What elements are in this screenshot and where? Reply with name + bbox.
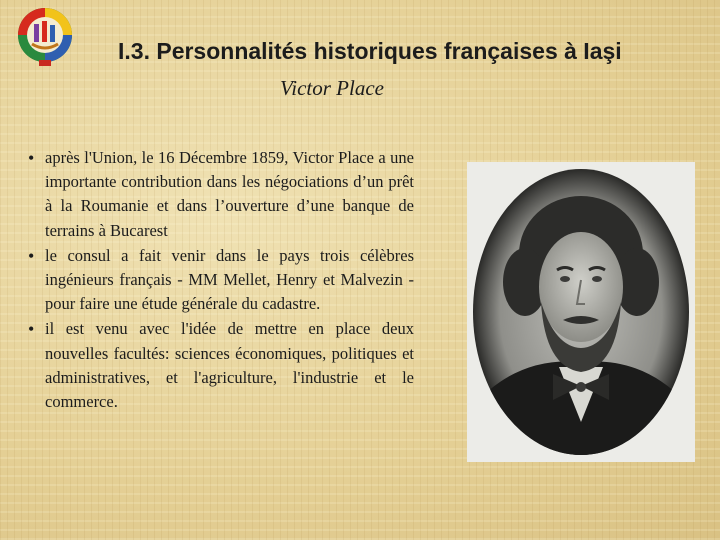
bullet-icon: • [28,148,35,168]
bullet-list [28,146,414,415]
bullet-text: après l'Union, le 16 Décembre 1859, Victor Place a une importante contribution dans les négociations d’un prêt à la Roumanie et dans l’ouverture d’une banque de terrains à Bucarest [45,148,414,240]
bullet-item [28,146,414,243]
emblem-logo [8,6,82,68]
bullet-text: il est venu avec l'idée de mettre en place deux nouvelles facultés: sciences économiques, politiques et administratives, et l'agriculture, l'industrie et le commerce. [45,319,414,412]
bullet-item [28,317,414,414]
page-subtitle: Victor Place [280,76,384,100]
portrait-photo [467,162,695,462]
page-title: I.3. Personnalités historiques françaises à Iaşi [118,38,622,64]
bullet-text: le consul a fait venir dans le pays trois célèbres ingénieurs français - MM Mellet, Henry et Malvezin - pour faire une étude générale du cadastre. [45,245,414,314]
bullet-item [28,244,414,317]
bullet-icon: • [28,319,35,340]
bullet-icon: • [28,245,35,266]
